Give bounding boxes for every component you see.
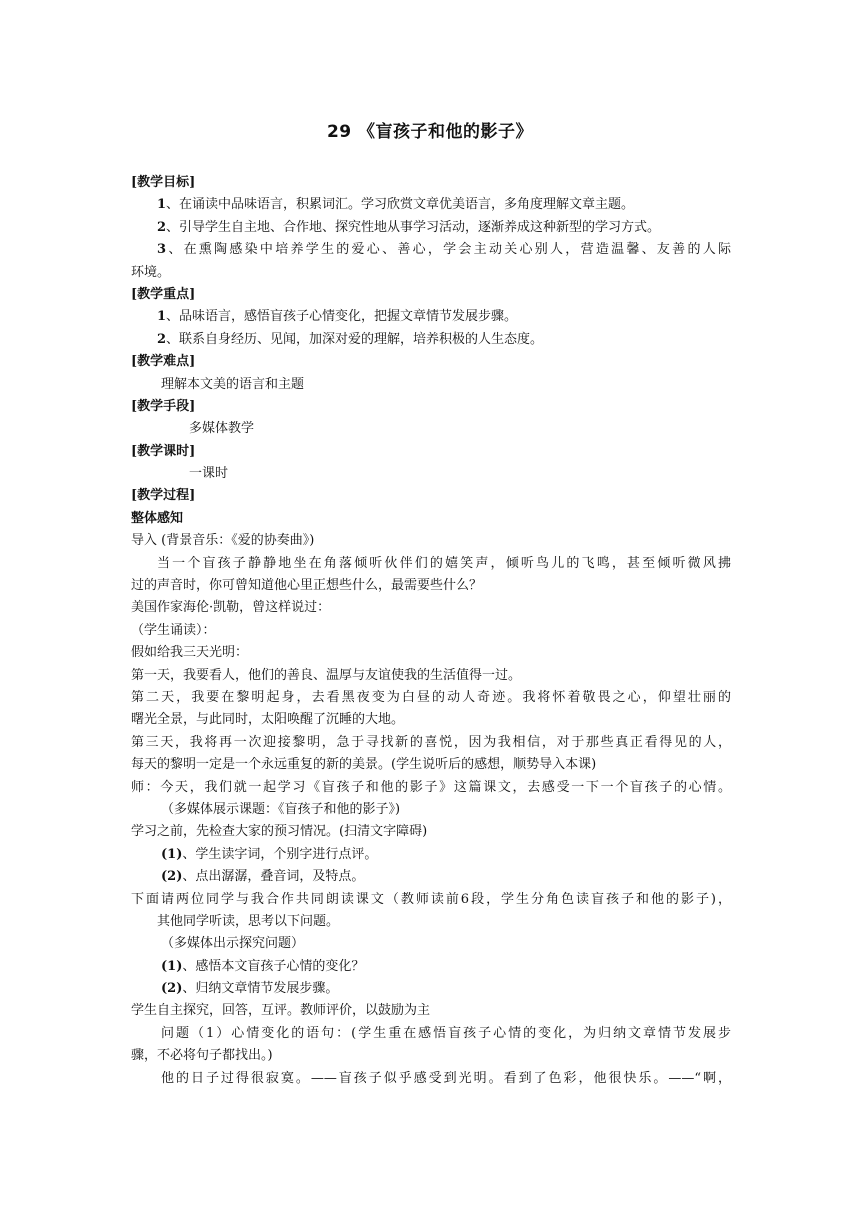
line-text: 、品味语言，感悟盲孩子心情变化，把握文章情节发展步骤。	[166, 309, 518, 325]
line-text: 每天的黎明一定是一个永远重复的新的美景。(学生说听后的感想，顺势导入本课)	[131, 757, 597, 773]
section-heading	[131, 441, 731, 463]
item-number: (2)	[161, 869, 183, 885]
line-text: 下面请两位同学与我合作共同朗读课文（教师读前6段，学生分角色读盲孩子和他的影子)，	[131, 891, 731, 907]
text-line	[131, 956, 731, 978]
text-line	[131, 911, 731, 933]
line-text: [教学目标]	[131, 175, 196, 190]
line-text: （多媒体展示课题：《盲孩子和他的影子》)	[161, 801, 401, 817]
line-text: 第三天，我将再一次迎接黎明，急于寻找新的喜悦，因为我相信，对于那些真正看得见的人，	[131, 734, 731, 750]
text-line	[131, 329, 731, 351]
text-line	[131, 1068, 731, 1090]
line-text: 整体感知	[131, 510, 184, 526]
line-text: 、在熏陶感染中培养学生的爱心、善心，学会主动关心别人，营造温馨、友善的人际	[166, 242, 731, 258]
section-heading	[131, 284, 731, 306]
line-text: 环境。	[131, 264, 171, 280]
item-number: 1	[157, 197, 167, 213]
page-title: 29 《盲孩子和他的影子》	[326, 122, 534, 142]
text-line	[131, 418, 731, 440]
text-line	[131, 575, 731, 597]
text-line	[131, 642, 731, 664]
line-text: 第一天，我要看人，他们的善良、温厚与友谊使我的生活值得一过。	[131, 667, 522, 683]
line-text: 其他同学听读，思考以下问题。	[157, 913, 340, 929]
text-line	[131, 262, 731, 284]
line-text: [教学过程]	[131, 488, 196, 504]
line-text: [教学手段]	[131, 398, 196, 414]
line-text: 、引导学生自主地、合作地、探究性地从事学习活动，逐渐养成这种新型的学习方式。	[166, 219, 661, 235]
section-heading	[131, 396, 731, 418]
text-line	[131, 799, 731, 821]
line-text: 骤，不必将句子都找出。)	[131, 1048, 273, 1064]
line-text: 当一个盲孩子静静地坐在角落倾听伙伴们的嬉笑声，倾听鸟儿的飞鸣，甚至倾听微风拂	[157, 555, 731, 571]
text-line	[131, 374, 731, 396]
line-text: （多媒体出示探究问题）	[161, 936, 305, 952]
text-line	[131, 463, 731, 485]
line-text: 假如给我三天光明：	[131, 645, 249, 661]
line-text: 、归纳文章情节发展步骤。	[182, 981, 339, 997]
text-line	[131, 978, 731, 1000]
section-heading	[131, 172, 731, 194]
text-line	[131, 306, 731, 328]
line-text: 理解本文美的语言和主题	[161, 376, 305, 392]
item-number: (1)	[161, 958, 183, 974]
section-heading	[131, 485, 731, 507]
text-line	[131, 732, 731, 754]
text-line	[131, 620, 731, 642]
text-line	[131, 530, 731, 552]
item-number: (1)	[161, 846, 183, 862]
text-line	[131, 687, 731, 709]
line-text: [教学重点]	[131, 286, 196, 302]
item-number: 1	[157, 309, 167, 325]
text-line	[131, 665, 731, 687]
line-text: 学习之前，先检查大家的预习情况。(扫清文字障碍)	[131, 824, 428, 840]
text-line	[131, 217, 731, 239]
text-line	[131, 553, 731, 575]
text-line	[131, 777, 731, 799]
text-line	[131, 844, 731, 866]
line-text: 曙光全景，与此同时，太阳唤醒了沉睡的大地。	[131, 712, 405, 728]
line-text: （学生诵读）：	[131, 622, 216, 638]
line-text: 、感悟本文盲孩子心情的变化？	[182, 958, 365, 974]
text-line	[131, 239, 731, 261]
line-text: 一课时	[189, 466, 229, 482]
text-line	[131, 866, 731, 888]
text-line	[131, 933, 731, 955]
document-body	[131, 172, 731, 1090]
text-line	[131, 889, 731, 911]
line-text: 过的声音时，你可曾知道他心里正想些什么，最需要些什么？	[131, 578, 483, 594]
line-text: 、联系自身经历、见闻，加深对爱的理解，培养积极的人生态度。	[166, 331, 544, 347]
line-text: 美国作家海伦·凯勒，曾这样说过：	[131, 600, 331, 616]
line-text: 导入 (背景音乐：《爱的协奏曲》)	[131, 533, 315, 549]
text-line	[131, 821, 731, 843]
item-number: 3	[157, 242, 167, 258]
line-text: 、学生读字词，个别字进行点评。	[182, 846, 378, 862]
item-number: 2	[157, 331, 167, 347]
section-heading	[131, 508, 731, 530]
line-text: [教学课时]	[131, 443, 196, 459]
text-line	[131, 194, 731, 216]
item-number: (2)	[161, 981, 183, 997]
line-text: 、在诵读中品味语言，积累词汇。学习欣赏文章优美语言，多角度理解文章主题。	[166, 197, 635, 213]
text-line	[131, 754, 731, 776]
text-line	[131, 1045, 731, 1067]
line-text: 、点出潺潺，叠音词，及特点。	[182, 869, 365, 885]
text-line	[131, 1000, 731, 1022]
line-text: 师：今天，我们就一起学习《盲孩子和他的影子》这篇课文，去感受一下一个盲孩子的心情。	[131, 779, 731, 795]
text-line	[131, 709, 731, 731]
item-number: 2	[157, 219, 167, 235]
line-text: 多媒体教学	[189, 421, 255, 437]
line-text: 他的日子过得很寂寞。——盲孩子似乎感受到光明。看到了色彩，他很快乐。——“啊，	[161, 1070, 731, 1086]
line-text: 问题（1）心情变化的语句：(学生重在感悟盲孩子心情的变化，为归纳文章情节发展步	[161, 1025, 731, 1041]
line-text: 第二天，我要在黎明起身，去看黑夜变为白昼的动人奇迹。我将怀着敬畏之心，仰望壮丽的	[131, 689, 731, 705]
text-line	[131, 1023, 731, 1045]
line-text: [教学难点]	[131, 354, 196, 370]
section-heading	[131, 351, 731, 373]
line-text: 学生自主探究，回答，互评。教师评价，以鼓励为主	[131, 1003, 431, 1019]
text-line	[131, 597, 731, 619]
